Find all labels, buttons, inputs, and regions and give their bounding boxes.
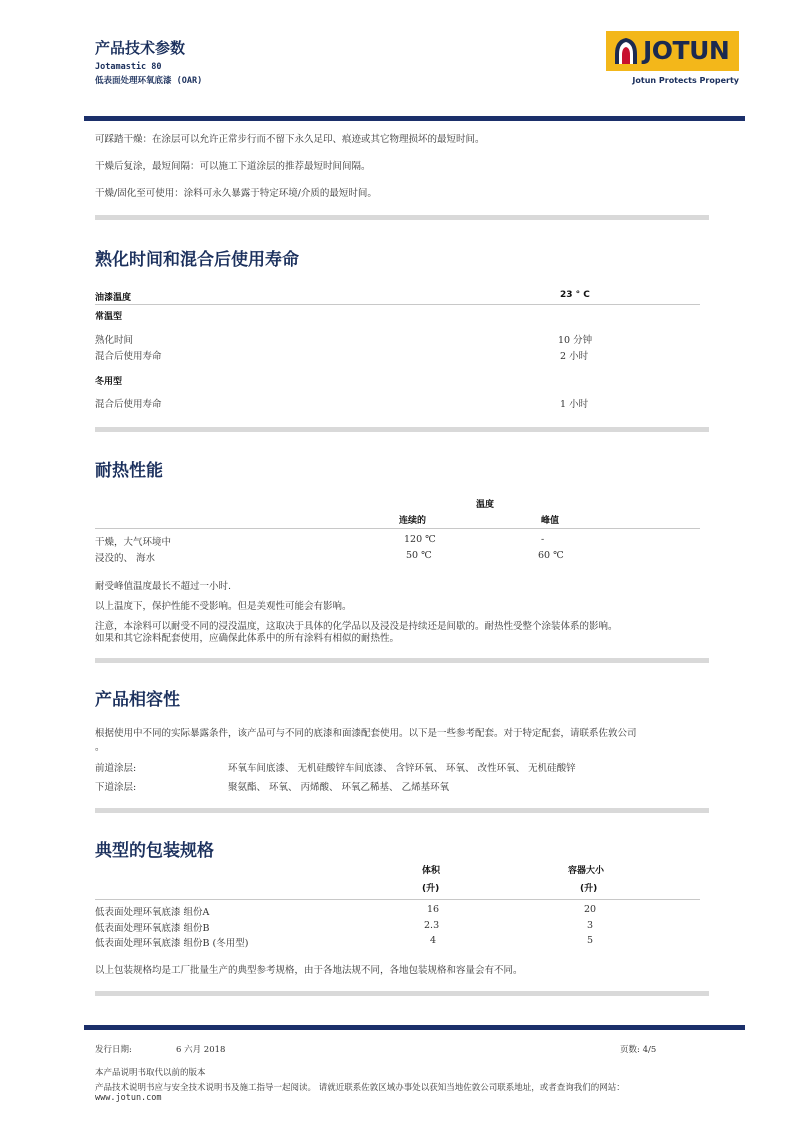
issue-date-label: 发行日期: — [95, 1045, 132, 1055]
page-title: 产品技术参数 — [95, 39, 186, 57]
table-row-value: 16 — [427, 904, 440, 915]
definition-recoat: 干燥后复涂，最短间隔：可以施工下道涂层的推荐最短时间间隔。 — [95, 161, 371, 172]
table-rule — [95, 899, 700, 900]
compat-intro: 根据使用中不同的实际暴露条件，该产品可与不同的底漆和面漆配套使用。以下是一些参考配套。对于特定配套，请联系佐敦公司 — [95, 728, 637, 739]
table-row-value: 50 ℃ — [406, 550, 432, 561]
pack-col-container: 容器大小 — [568, 866, 605, 876]
table-row-label: 熟化时间 — [95, 335, 134, 346]
table-row-value: 4 — [430, 935, 437, 946]
issue-date: 6 六月 2018 — [176, 1045, 226, 1055]
compat-label: 下道涂层: — [95, 782, 137, 793]
packaging-heading: 典型的包装规格 — [95, 841, 214, 861]
group-title-standard: 常温型 — [95, 312, 123, 322]
table-row-label: 低表面处理环氧底漆 组份B — [95, 923, 210, 934]
paint-temp-label: 油漆温度 — [95, 293, 132, 303]
section-divider — [95, 808, 709, 813]
paint-temp-value: 23 ° C — [560, 290, 590, 300]
table-row-value: 3 — [587, 920, 594, 931]
page-number: 页数: 4/5 — [620, 1045, 657, 1055]
table-row-value: - — [541, 534, 545, 545]
section-divider — [95, 215, 709, 220]
logo-tagline: Jotun Protects Property — [632, 76, 739, 85]
compat-label: 前道涂层: — [95, 763, 137, 774]
table-row-value: 5 — [587, 935, 594, 946]
table-row-label: 浸没的、 海水 — [95, 553, 156, 564]
footer-notice: 产品技术说明书应与安全技术说明书及施工指导一起阅读。 请就近联系佐敦区域办事处以获知当地佐敦公司联系地址，或者查询我们的网站： — [95, 1083, 625, 1093]
compat-heading: 产品相容性 — [95, 690, 180, 710]
footer-divider — [84, 1025, 745, 1030]
curing-heading: 熟化时间和混合后使用寿命 — [95, 250, 299, 270]
product-name: Jotamastic 80 — [95, 62, 162, 72]
table-row-label: 干燥，大气环境中 — [95, 537, 172, 548]
compat-intro-end: 。 — [95, 742, 105, 753]
section-divider — [95, 427, 709, 432]
packaging-note: 以上包装规格均是工厂批量生产的典型参考规格，由于各地法规不同，各地包装规格和容量会有不同。 — [95, 965, 523, 976]
group-title-winter: 冬用型 — [95, 377, 123, 387]
header-divider — [84, 116, 745, 121]
heat-heading: 耐热性能 — [95, 461, 163, 481]
table-row-value: 1 小时 — [560, 399, 589, 410]
heat-note: 以上温度下，保护性能不受影响。但是美观性可能会有影响。 — [95, 601, 352, 612]
website-link[interactable]: www.jotun.com — [95, 1093, 162, 1103]
table-row-label: 混合后使用寿命 — [95, 351, 162, 362]
table-rule — [95, 528, 700, 529]
heat-note: 注意，本涂料可以耐受不同的浸没温度，这取决于具体的化学品以及浸没是持续还是间歇的。耐热性受整个涂装体系的影响。 — [95, 621, 618, 632]
heat-col-peak: 峰值 — [541, 516, 560, 526]
table-row-label: 低表面处理环氧底漆 组份B (冬用型) — [95, 938, 249, 949]
table-rule — [95, 304, 700, 305]
table-row-label: 混合后使用寿命 — [95, 399, 162, 410]
footer-supersede: 本产品说明书取代以前的版本 — [95, 1068, 206, 1078]
table-row-value: 120 ℃ — [404, 534, 436, 545]
jotun-logo — [606, 31, 739, 85]
jotun-whale-icon — [611, 34, 641, 68]
pack-col-volume-unit: (升) — [422, 884, 440, 894]
table-row-value: 10 分钟 — [558, 335, 593, 346]
heat-note: 如果和其它涂料配套使用，应确保此体系中的所有涂料有相似的耐热性。 — [95, 633, 400, 644]
pack-col-volume: 体积 — [422, 866, 441, 876]
table-row-value: 2 小时 — [560, 351, 589, 362]
table-row-value: 60 ℃ — [538, 550, 564, 561]
compat-value: 环氧车间底漆、 无机硅酸锌车间底漆、 含锌环氧、 环氧、 改性环氧、 无机硅酸锌 — [228, 763, 576, 774]
table-row-value: 2.3 — [424, 920, 440, 931]
logo-wordmark: JOTUN — [643, 36, 730, 65]
heat-col-continuous: 连续的 — [399, 516, 427, 526]
section-divider — [95, 991, 709, 996]
table-row-label: 低表面处理环氧底漆 组份A — [95, 907, 210, 918]
heat-temp-header: 温度 — [476, 500, 495, 510]
product-description: 低表面处理环氧底漆 (OAR) — [95, 76, 203, 86]
definition-touch-dry: 可踩踏干燥：在涂层可以允许正常步行而不留下永久足印、痕迹或其它物理损坏的最短时间。 — [95, 134, 485, 145]
compat-value: 聚氨酯、 环氧、 丙烯酸、 环氧乙稀基、 乙烯基环氧 — [228, 782, 450, 793]
section-divider — [95, 658, 709, 663]
pack-col-container-unit: (升) — [580, 884, 598, 894]
heat-note: 耐受峰值温度最长不超过一小时. — [95, 581, 232, 592]
table-row-value: 20 — [584, 904, 597, 915]
definition-cure: 干燥/固化至可使用：涂料可永久暴露于特定环境/介质的最短时间。 — [95, 188, 377, 199]
